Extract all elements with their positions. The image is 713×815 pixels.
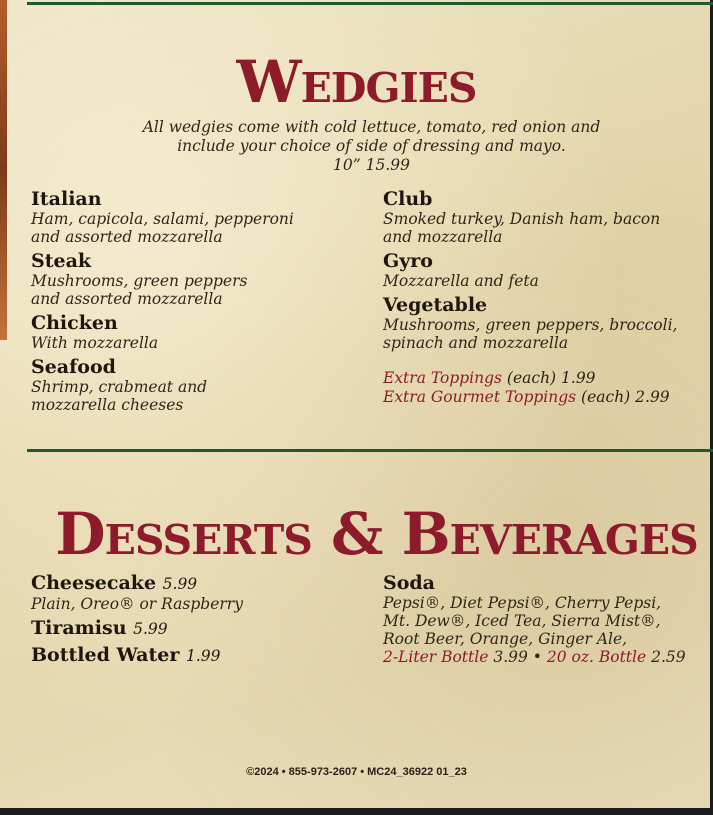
item-price: 5.99 xyxy=(162,575,198,593)
extra-label: Extra Toppings xyxy=(383,369,502,387)
menu-item xyxy=(31,573,243,613)
extra-price: (each) 1.99 xyxy=(502,369,596,387)
desserts-left-column xyxy=(31,573,243,672)
item-name: Chicken xyxy=(31,312,118,334)
menu-item xyxy=(31,189,294,246)
page-bottom-edge xyxy=(0,808,713,815)
extra-price: (each) 2.99 xyxy=(576,388,670,406)
item-name: Italian xyxy=(31,188,102,210)
menu-item xyxy=(31,251,294,308)
item-desc: Mt. Dew®, Iced Tea, Sierra Mist®, xyxy=(383,612,661,630)
menu-item xyxy=(31,618,243,640)
item-desc: Pepsi®, Diet Pepsi®, Cherry Pepsi, xyxy=(383,594,662,612)
wedgies-intro xyxy=(0,118,713,175)
menu-item xyxy=(31,313,294,352)
item-desc: and assorted mozzarella xyxy=(31,228,223,246)
menu-item xyxy=(383,573,686,666)
menu-item xyxy=(383,251,678,290)
top-divider xyxy=(27,2,713,5)
desserts-title: Desserts & Beverages xyxy=(55,500,698,568)
bottle-label: 20 oz. Bottle xyxy=(546,648,647,666)
menu-item xyxy=(31,357,294,414)
item-desc: Mozzarella and feta xyxy=(383,272,539,290)
desserts-right-column xyxy=(383,573,686,671)
item-title: Cheesecake xyxy=(31,572,157,594)
item-desc: spinach and mozzarella xyxy=(383,334,569,352)
item-name xyxy=(31,573,243,595)
item-price: 5.99 xyxy=(133,620,168,638)
intro-price: 10” 15.99 xyxy=(333,156,410,174)
item-title: Bottled Water xyxy=(31,644,180,666)
section-divider xyxy=(27,449,713,452)
item-name: Soda xyxy=(383,572,435,594)
item-desc: With mozzarella xyxy=(31,334,159,352)
item-desc: Plain, Oreo® or Raspberry xyxy=(31,595,243,613)
bottle-label: 2-Liter Bottle xyxy=(383,648,489,666)
item-name: Seafood xyxy=(31,356,116,378)
extra-gourmet-toppings xyxy=(383,388,678,407)
item-name xyxy=(31,618,243,640)
menu-item xyxy=(31,645,243,667)
item-desc: Root Beer, Orange, Ginger Ale, xyxy=(383,630,628,648)
wedgies-left-column xyxy=(31,189,294,419)
item-desc: Smoked turkey, Danish ham, bacon xyxy=(383,210,661,228)
intro-line: All wedgies come with cold lettuce, tomato, red onion and xyxy=(142,118,601,136)
item-name: Gyro xyxy=(383,250,433,272)
wedgies-title: Wedgies xyxy=(236,48,477,116)
bottle-price: 3.99 • xyxy=(488,648,547,666)
item-desc: Mushrooms, green peppers, broccoli, xyxy=(383,316,678,334)
item-desc: and assorted mozzarella xyxy=(31,290,223,308)
item-name: Vegetable xyxy=(383,294,488,316)
bottle-price: 2.59 xyxy=(646,648,686,666)
item-name: Steak xyxy=(31,250,92,272)
item-desc: mozzarella cheeses xyxy=(31,396,184,414)
extra-label: Extra Gourmet Toppings xyxy=(383,388,577,406)
item-desc: Mushrooms, green peppers xyxy=(31,272,248,290)
item-title: Tiramisu xyxy=(31,617,127,639)
menu-item xyxy=(383,295,678,352)
item-desc: and mozzarella xyxy=(383,228,503,246)
item-name: Club xyxy=(383,188,433,210)
item-price: 1.99 xyxy=(186,647,221,665)
item-desc: Ham, capicola, salami, pepperoni xyxy=(31,210,294,228)
menu-item xyxy=(383,189,678,246)
item-name xyxy=(31,645,243,667)
bottle-prices xyxy=(383,648,686,666)
wedgies-right-column xyxy=(383,189,678,407)
extra-toppings xyxy=(383,369,678,388)
footer-text: ©2024 • 855-973-2607 • MC24_36922 01_23 xyxy=(246,766,467,778)
intro-line: include your choice of side of dressing and mayo. xyxy=(177,137,566,155)
item-desc: Shrimp, crabmeat and xyxy=(31,378,208,396)
